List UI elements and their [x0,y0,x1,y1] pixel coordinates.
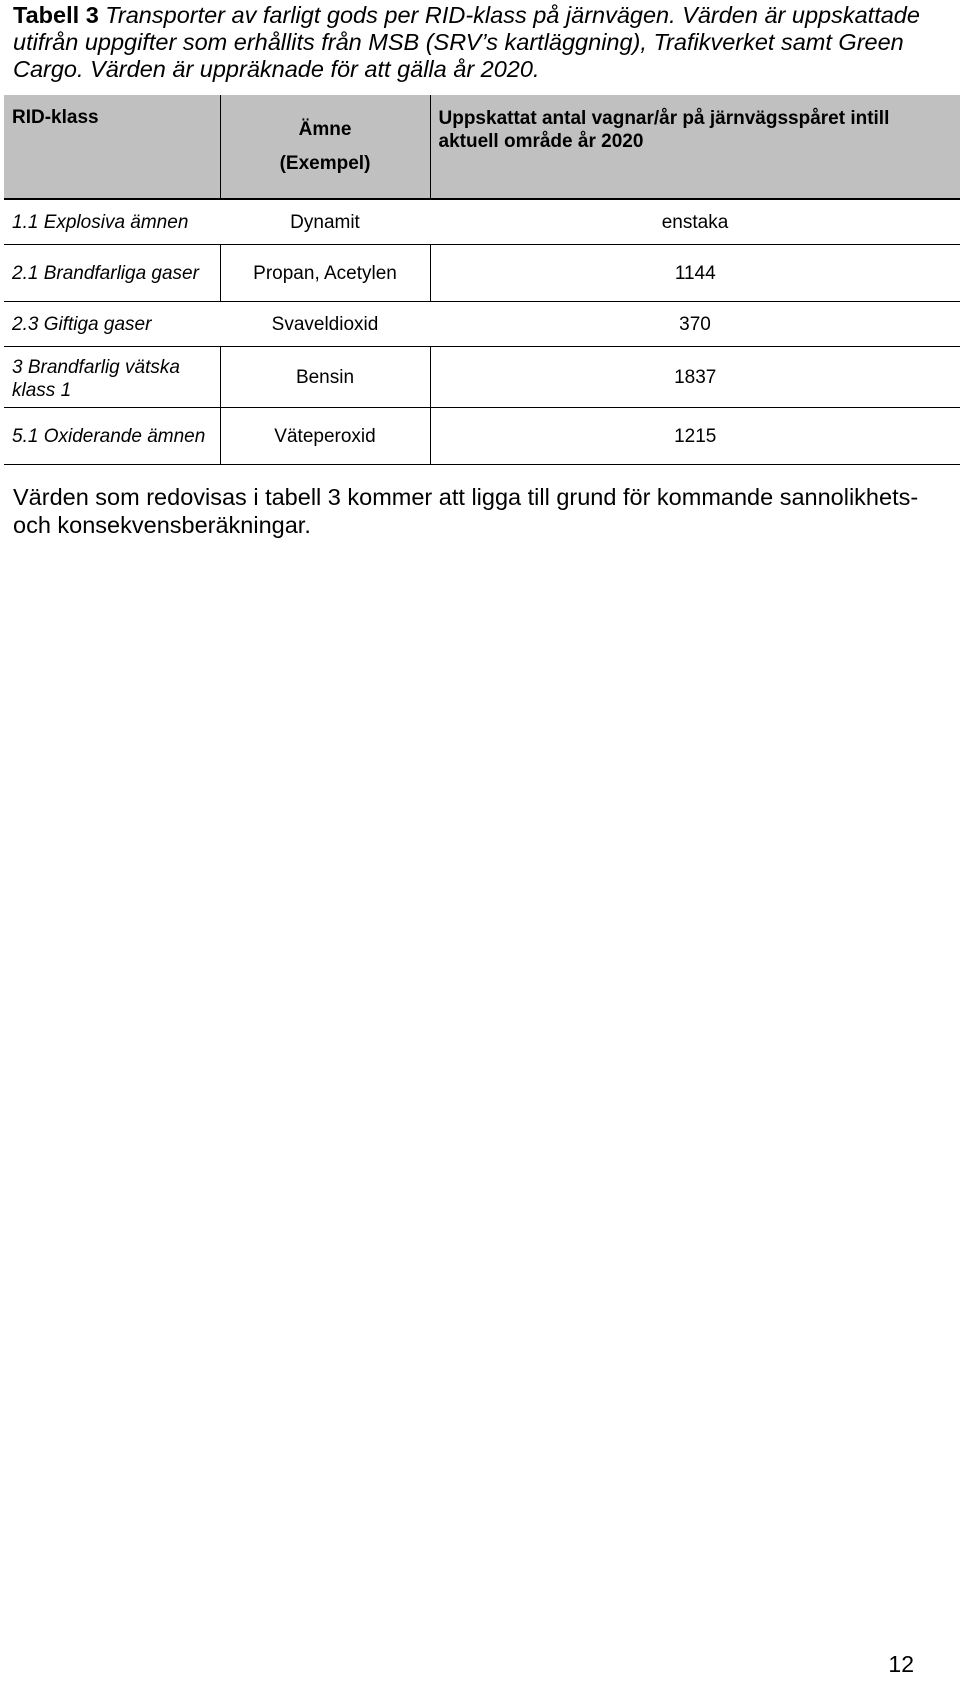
cell-substance: Propan, Acetylen [220,245,430,302]
table-note: Värden som redovisas i tabell 3 kommer att ligga till grund för kommande sannolikhets- och konsekvensberäkningar. [13,484,919,538]
table-row [4,408,960,465]
table-row [4,199,960,245]
table-row [4,245,960,302]
header-substance-line1: Ämne [298,119,352,140]
cell-count: enstaka [430,199,960,245]
cell-rid-class: 2.1 Brandfarliga gaser [4,245,220,302]
cell-rid-class: 3 Brandfarlig vätska klass 1 [4,347,220,408]
caption-text: Transporter av farligt gods per RID-klass på järnvägen. Värden är uppskattade utifrån uppgifter som erhållits från MSB (SRV’s kartläggning), Trafikverket samt Green Cargo. Värden är uppräknade för att gälla år 2020. [13,2,920,82]
cell-count: 1215 [430,408,960,465]
header-substance-line2: (Exempel) [279,153,371,174]
cell-rid-class: 2.3 Giftiga gaser [4,302,220,347]
table-row [4,347,960,408]
cell-count: 370 [430,302,960,347]
transport-table [4,95,960,465]
header-substance [220,95,430,199]
caption-label: Tabell 3 [13,2,99,28]
cell-substance: Dynamit [220,199,430,245]
cell-rid-class: 5.1 Oxiderande ämnen [4,408,220,465]
table-caption [13,2,943,83]
table-header-row [4,95,960,199]
header-estimate: Uppskattat antal vagnar/år på järnvägsspåret intill aktuell område år 2020 [430,95,960,199]
cell-count: 1837 [430,347,960,408]
table-row [4,302,960,347]
header-rid-class: RID-klass [4,95,220,199]
cell-count: 1144 [430,245,960,302]
page-number: 12 [888,1651,914,1677]
cell-substance: Bensin [220,347,430,408]
cell-substance: Väteperoxid [220,408,430,465]
cell-substance: Svaveldioxid [220,302,430,347]
cell-rid-class: 1.1 Explosiva ämnen [4,199,220,245]
